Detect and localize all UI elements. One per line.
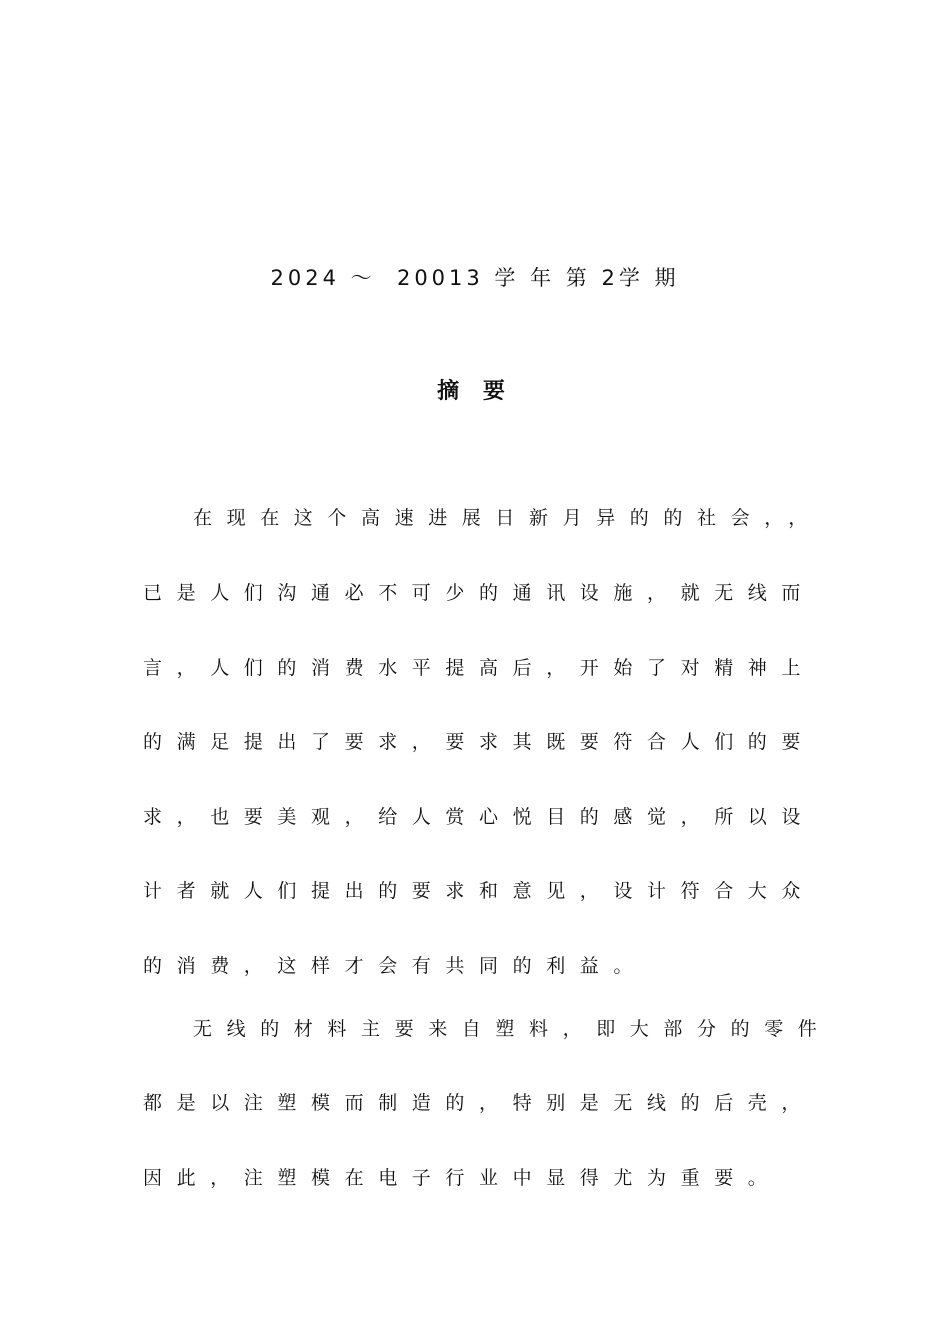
paragraph-2-line-2: 都是以注塑模而制造的，特别是无线的后壳，	[143, 1092, 816, 1114]
paragraph-1-line-1: 在现在这个高速进展日新月异的的社会，，	[193, 507, 822, 529]
paragraph-1-line-3: 言，人们的消费水平提高后，开始了对精神上	[143, 657, 816, 679]
paragraph-1-line-4: 的满足提出了要求，要求其既要符合人们的要	[143, 731, 816, 753]
paragraph-1-line-2: 已是人们沟通必不可少的通讯设施，就无线而	[143, 582, 816, 604]
paragraph-2-line-1: 无线的材料主要来自塑料，即大部分的零件	[193, 1018, 832, 1040]
semester-heading: 2024 ～ 20013 学 年 第 2学 期	[270, 266, 680, 290]
abstract-title: 摘 要	[437, 379, 513, 404]
paragraph-2-line-3: 因此，注塑模在电子行业中显得尤为重要。	[143, 1167, 782, 1189]
paragraph-1-line-7: 的消费，这样才会有共同的利益。	[143, 955, 648, 977]
paragraph-1-line-5: 求，也要美观，给人赏心悦目的感觉，所以设	[143, 806, 816, 828]
paragraph-1-line-6: 计者就人们提出的要求和意见，设计符合大众	[143, 880, 816, 902]
